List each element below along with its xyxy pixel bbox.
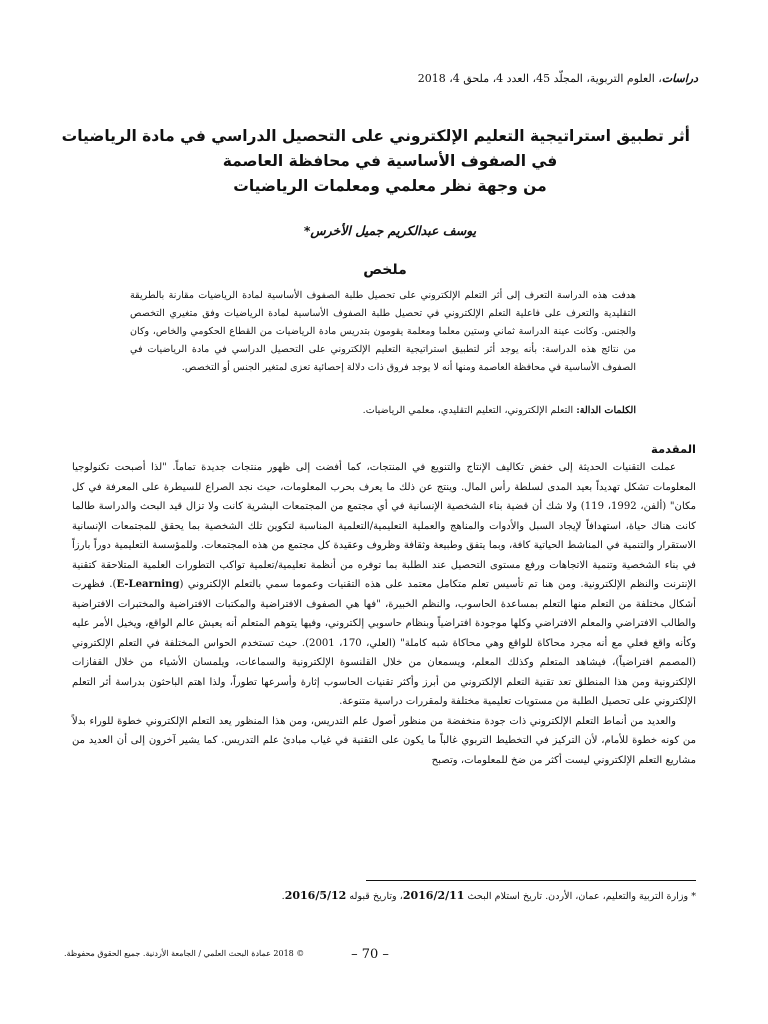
abstract-heading: ملخص — [363, 262, 407, 278]
footnote — [72, 888, 696, 905]
paragraph-1 — [72, 458, 696, 712]
keywords-label: الكلمات الدالة: — [576, 405, 636, 416]
keywords — [130, 403, 636, 419]
footnote-divider — [366, 880, 696, 881]
copyright-notice: © 2018 عمادة البحث العلمي / الجامعة الأردنية. جميع الحقوق محفوظة. — [64, 949, 305, 958]
paragraph-1-part-a: عملت التقنيات الحديثة إلى خفض تكاليف الإنتاج والتنويع في المنتجات، كما أفضت إلى ظهور منتجات جديدة تماماً. "لذا أصبحت تكنولوجيا المعلومات تشكل تهديداً بعيد المدى لسلطة رأس المال. وينتج عن ذلك ما يعرف بحرب المعلومات، حيث نجد الصراع للسيطرة على المعرفة في كل مكان" (ألفن، 1992، 119) ولا شك أن قضية بناء الشخصية الإنسانية في أي مجتمع من المجتمعات البشرية كانت ولا تزال قيد البحث والدراسة طالما كانت هناك حياة، استهدافاً لإيجاد السبل والأدوات والمناهج والعملية التعليمية/التعلمية المناسبة لتكوين تلك الشخصية بما يحقق للمجتمعات الإنسانية الاستقرار والتنمية في المناشط الحياتية كافة، وبما يتفق وطبيعة وثقافة وظروف وعقيدة كل مجتمع من هذه المجتمعات. وللمؤسسة التعليمية دوراً بارزاً في بناء الشخصية وتنمية الاتجاهات ورفع مستوى التحصيل عند الطلبة بما توفره من أنظمة تعليمية/تعلمية تواكب التطورات العلمية المتلاحقة كتقنية الإنترنت والنظم الإلكترونية. ومن هنا تم تأسيس تعلم متكامل معتمد على هذه التقنيات وعموما سمي بالتعلم الإلكتروني ( — [72, 462, 696, 590]
keywords-list: التعلم الإلكتروني، التعليم التقليدي، معلمي الرياضيات. — [362, 405, 577, 416]
accepted-date: 2016/5/12 — [284, 889, 347, 902]
running-header — [138, 72, 698, 86]
introduction-heading: المقدمة — [651, 442, 696, 456]
author-name: يوسف عبدالكريم جميل الأخرس* — [303, 223, 477, 238]
footnote-mid: ، وتاريخ قبوله — [346, 891, 403, 902]
article-title — [61, 124, 690, 199]
paragraph-1-part-b: ). فظهرت أشكال مختلفة من التعلم منها التعلم بمساعدة الحاسوب، والنظم الخبيرة، "فها هي الصفوف الافتراضية والمكتبات الافتراضية والمختبرات الافتراضية والطالب الافتراضي والمعلم الافتراضي وكلها موجودة افتراضياً وبنظام حاسوبي إلكتروني، وفيها يتوهم المتعلم أنه يعيش عالم الواقع، ويخيل الأمر عليه وكأنه واقع فعلي مع أنه مجرد محاكاة للواقع وهي محاكاة شبه كاملة" (العلي، 170، 2001). حيث تستخدم الحواس المختلفة في التعلم الإلكتروني (المصمم افتراضياً)، فيشاهد المتعلم وكذلك المعلم، ويسمعان من خلال القلنسوة الإلكترونية والسماعات، ويلمسان الأشياء من خلال القفازات الإلكترونية ومن هذا المنطلق تعد تقنية التعلم الإلكتروني من أبرز وأكثر تقنيات الحاسوب إثارة وأسرعها تطوراً، ولذا اهتم الباحثون بدراسة أثر التعلم الإلكتروني على تحصيل الطلبة من مستويات تعليمية مختلفة ولمقررات دراسية متنوعة. — [72, 579, 696, 707]
title-line-2: في الصفوف الأساسية في محافظة العاصمة — [222, 152, 558, 170]
received-date: 2016/2/11 — [402, 889, 465, 902]
title-line-3: من وجهة نظر معلمي ومعلمات الرياضيات — [233, 177, 547, 195]
title-line-1: أثر تطبيق استراتيجية التعليم الإلكتروني على التحصيل الدراسي في مادة الرياضيات — [61, 127, 690, 145]
footnote-end: . — [281, 891, 285, 902]
abstract-text: هدفت هذه الدراسة التعرف إلى أثر التعلم الإلكتروني على تحصيل طلبة الصفوف الأساسية لمادة الرياضيات مقارنة بالطريقة التقليدية والتعرف على فاعلية التعلم الإلكتروني في تحصيل طلبة الصفوف الأساسية لمادة الرياضيات وفق متغيري التخصص والجنس. وكانت عينة الدراسة ثماني وستين معلما ومعلمة يقومون بتدريس مادة الرياضيات من القطاع الحكومي والخاص، وكان من نتائج هذه الدراسة: بأنه يوجد أثر لتطبيق استراتيجية التعليم الإلكتروني على التحصيل الدراسي في مادة الرياضيات في الصفوف الأساسية في محافظة العاصمة ومنها أنه لا يوجد فروق ذات دلالة إحصائية تعزى لمتغير الجنس أو التخصص. — [130, 290, 636, 374]
footnote-affiliation: * وزارة التربية والتعليم، عمان، الأردن. تاريخ استلام البحث — [464, 891, 696, 902]
page-number: – 70 – — [351, 947, 389, 962]
introduction-body — [72, 458, 696, 770]
e-learning-term: E-Learning — [116, 579, 180, 590]
journal-issue-info: ، العلوم التربوية، المجلّد 45، العدد 4، ملحق 4، 2018 — [417, 72, 662, 85]
paragraph-2: والعديد من أنماط التعلم الإلكتروني ذات جودة منخفضة من منظور أصول علم التدريس، ومن هذا المنظور يعد التعلم الإلكتروني خطوة للوراء بدلاً من كونه خطوة للأمام، لأن التركيز في التخطيط التربوي غالباً ما يكون على التقنية في غياب مبادئ علم التدريس. كما يشير آخرون إلى أن العديد من مشاريع التعلم الإلكتروني ليست أكثر من ضخ للمعلومات، وتصبح — [72, 715, 697, 766]
journal-name: دراسات — [661, 72, 698, 85]
